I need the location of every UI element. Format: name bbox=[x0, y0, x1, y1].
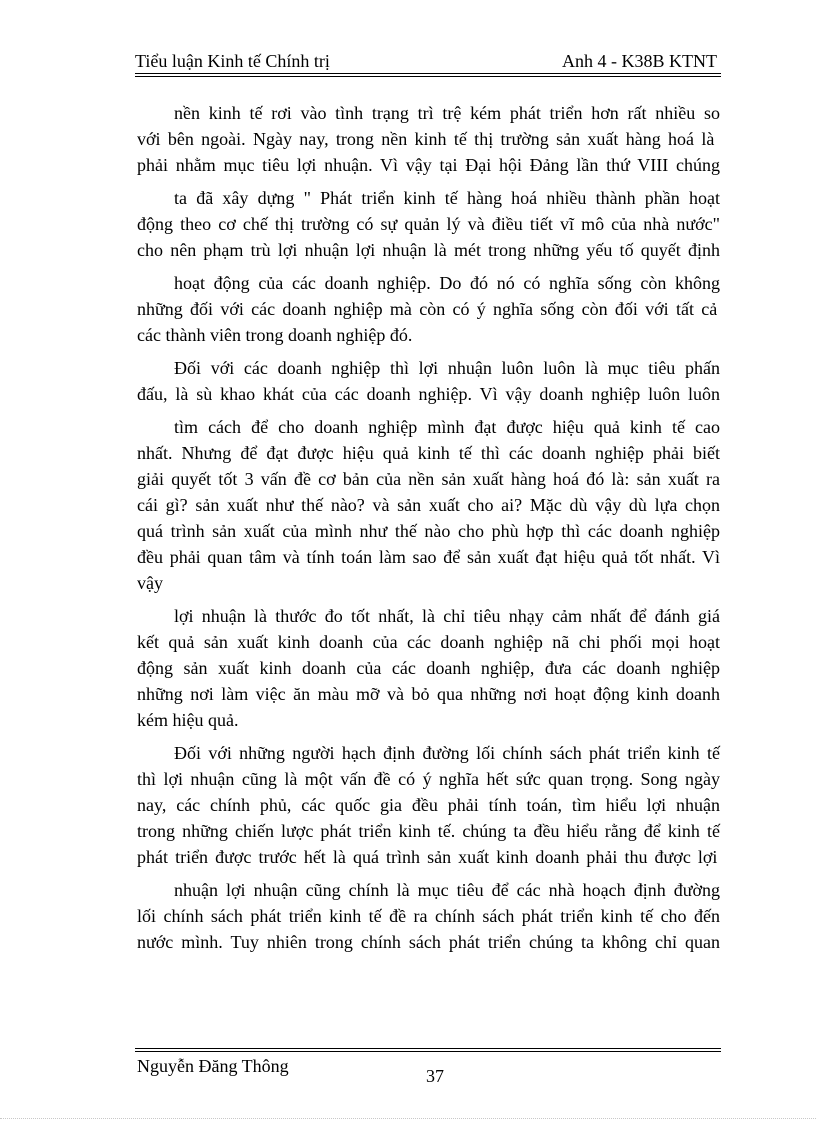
page-number: 37 bbox=[426, 1066, 444, 1086]
text-line: lợi nhuận là thước đo tốt nhất, là chỉ tiêu nhạy cảm nhất để đánh giá bbox=[174, 606, 720, 626]
text-line: thì lợi nhuận cũng là một vấn đề có ý nghĩa hết sức quan trọng. Song ngày bbox=[137, 769, 720, 789]
text-line: hoạt động của các doanh nghiệp. Do đó nó có nghĩa sống còn không bbox=[174, 273, 720, 293]
text-line: Đối với những người hạch định đường lối chính sách phát triển kinh tế bbox=[174, 743, 720, 763]
text-line: Đối với các doanh nghiệp thì lợi nhuận luôn luôn là mục tiêu phấn bbox=[174, 358, 720, 378]
header-course-title: Tiểu luận Kinh tế Chính trị bbox=[135, 51, 330, 71]
text-line: tìm cách để cho doanh nghiệp mình đạt được hiệu quả kinh tế cao bbox=[174, 417, 720, 437]
text-line: kết quả sản xuất kinh doanh của các doanh nghiệp nã chi phối mọi hoạt bbox=[137, 632, 720, 652]
text-line: trong những chiến lược phát triển kinh tế. chúng ta đều hiểu rằng để kinh tế bbox=[137, 821, 720, 841]
text-line: phát triển được trước hết là quá trình sản xuất kinh doanh phải thu được lợi bbox=[137, 847, 718, 867]
text-line: những đối với các doanh nghiệp mà còn có ý nghĩa sống còn đối với tất cả bbox=[137, 299, 718, 319]
footer-author: Nguyễn Đăng Thông bbox=[137, 1056, 289, 1076]
text-line: nhuận lợi nhuận cũng chính là mục tiêu để các nhà hoạch định đường bbox=[174, 880, 720, 900]
text-line: vậy bbox=[137, 573, 163, 593]
text-line: với bên ngoài. Ngày nay, trong nền kinh tế thị trường sản xuất hàng hoá là bbox=[137, 129, 715, 149]
footer-rule bbox=[135, 1048, 721, 1052]
header-rule bbox=[135, 73, 721, 77]
text-line: giải quyết tốt 3 vấn đề cơ bản của nền sản xuất hàng hoá đó là: sản xuất ra bbox=[137, 469, 720, 489]
text-line: kém hiệu quả. bbox=[137, 710, 239, 730]
text-line: nhất. Nhưng để đạt được hiệu quả kinh tế thì các doanh nghiệp phải biết bbox=[137, 443, 720, 463]
header-class-info: Anh 4 - K38B KTNT bbox=[562, 51, 717, 71]
text-line: cái gì? sản xuất như thế nào? và sản xuất cho ai? Mặc dù vậy dù lựa chọn bbox=[137, 495, 720, 515]
page-edge-dotted-line bbox=[0, 1118, 816, 1119]
text-line: động theo cơ chế thị trường có sự quản lý và điều tiết vĩ mô của nhà nước" bbox=[137, 214, 720, 234]
text-line: nước mình. Tuy nhiên trong chính sách phát triển chúng ta không chỉ quan bbox=[137, 932, 720, 952]
text-line: động sản xuất kinh doanh của các doanh nghiệp, đưa các doanh nghiệp bbox=[137, 658, 720, 678]
text-line: cho nên phạm trù lợi nhuận lợi nhuận là mét trong những yếu tố quyết định bbox=[137, 240, 720, 260]
body-text bbox=[137, 100, 720, 955]
page-header bbox=[135, 49, 721, 73]
text-line: lối chính sách phát triển kinh tế đề ra chính sách phát triển kinh tế cho đến bbox=[137, 906, 720, 926]
text-line: nay, các chính phủ, các quốc gia đều phải tính toán, tìm hiểu lợi nhuận bbox=[137, 795, 720, 815]
text-line: nền kinh tế rơi vào tình trạng trì trệ kém phát triển hơn rất nhiều so bbox=[174, 103, 720, 123]
text-line: các thành viên trong doanh nghiệp đó. bbox=[137, 325, 413, 345]
text-line: phải nhằm mục tiêu lợi nhuận. Vì vậy tại Đại hội Đảng lần thứ VIII chúng bbox=[137, 155, 720, 175]
text-line: đấu, là sù khao khát của các doanh nghiệp. Vì vậy doanh nghiệp luôn luôn bbox=[137, 384, 720, 404]
text-line: đều phải quan tâm và tính toán làm sao để sản xuất đạt hiệu quả tốt nhất. Vì bbox=[137, 547, 720, 567]
text-line: ta đã xây dựng " Phát triển kinh tế hàng hoá nhiều thành phần hoạt bbox=[174, 188, 720, 208]
text-line: những nơi làm việc ăn màu mỡ và bỏ qua những nơi hoạt động kinh doanh bbox=[137, 684, 720, 704]
text-line: quá trình sản xuất của mình như thế nào cho phù hợp thì các doanh nghiệp bbox=[137, 521, 720, 541]
